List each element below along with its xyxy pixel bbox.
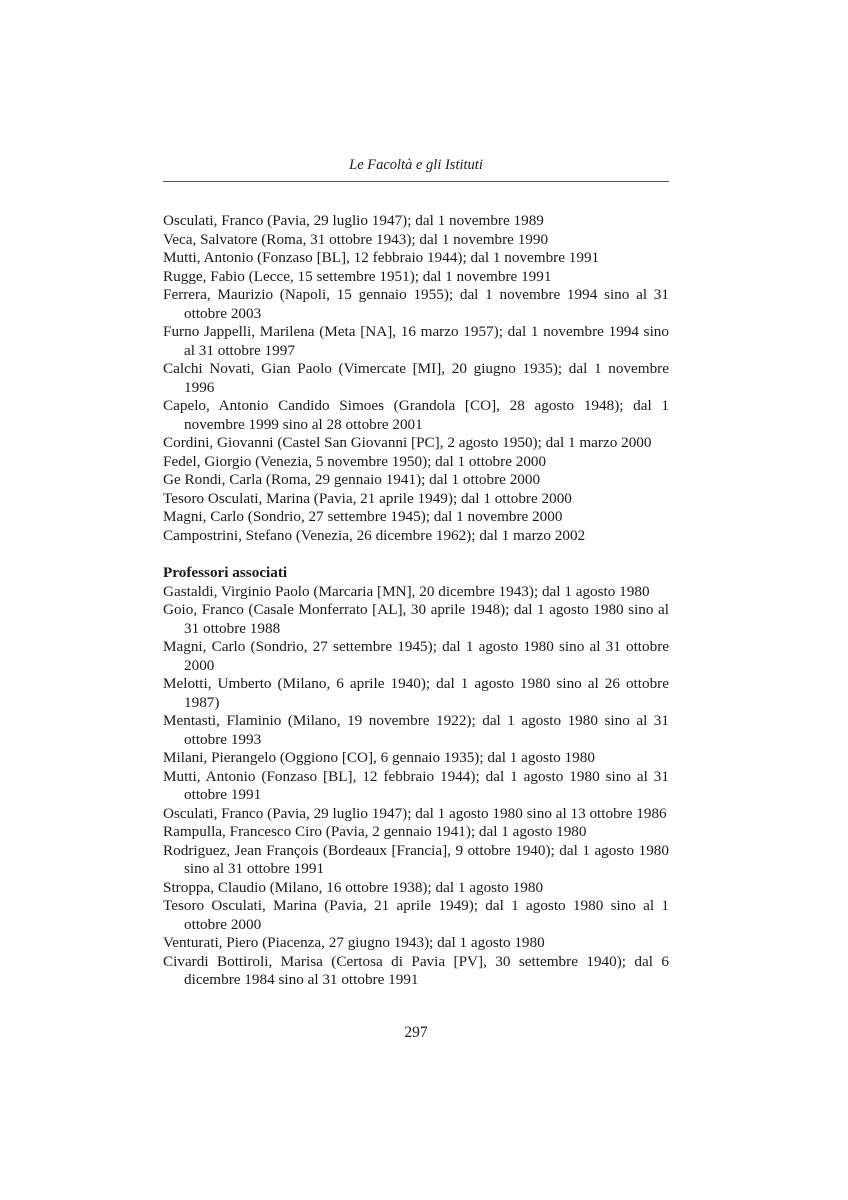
list-item: Stroppa, Claudio (Milano, 16 ottobre 1938); dal 1 agosto 1980 [163, 878, 544, 896]
list-item: Tesoro Osculati, Marina (Pavia, 21 aprile 1949); dal 1 ottobre 2000 [163, 489, 572, 507]
list-item: Goio, Franco (Casale Monferrato [AL], 30 aprile 1948); dal 1 agosto 1980 sino al 31 ottobre 1988 [163, 601, 669, 637]
list-item: Furno Jappelli, Marilena (Meta [NA], 16 marzo 1957); dal 1 novembre 1994 sino al 31 ottobre 1997 [163, 323, 669, 359]
list-item: Ferrera, Maurizio (Napoli, 15 gennaio 1955); dal 1 novembre 1994 sino al 31 ottobre 2003 [163, 286, 669, 322]
section-heading-professori-associati: Professori associati [163, 564, 288, 581]
list-item: Cordini, Giovanni (Castel San Giovanni [PC], 2 agosto 1950); dal 1 marzo 2000 [163, 434, 652, 451]
list-item: Rampulla, Francesco Ciro (Pavia, 2 gennaio 1941); dal 1 agosto 1980 [163, 823, 587, 840]
list-professori-associati [163, 583, 669, 990]
list-item: Veca, Salvatore (Roma, 31 ottobre 1943); dal 1 novembre 1990 [163, 230, 549, 248]
list-item: Civardi Bottiroli, Marisa (Certosa di Pavia [PV], 30 settembre 1940); dal 6 dicembre 1984 sino al 31 ottobre 1991 [163, 952, 669, 988]
list-item: Fedel, Giorgio (Venezia, 5 novembre 1950); dal 1 ottobre 2000 [163, 452, 547, 470]
header-rule [163, 181, 669, 182]
list-item: Rugge, Fabio (Lecce, 15 settembre 1951); dal 1 novembre 1991 [163, 267, 552, 285]
list-item: Milani, Pierangelo (Oggiono [CO], 6 gennaio 1935); dal 1 agosto 1980 [163, 749, 595, 766]
list-item: Osculati, Franco (Pavia, 29 luglio 1947); dal 1 agosto 1980 sino al 13 ottobre 1986 [163, 804, 667, 822]
list-item: Calchi Novati, Gian Paolo (Vimercate [MI], 20 giugno 1935); dal 1 novembre 1996 [163, 360, 669, 396]
list-item: Rodriguez, Jean François (Bordeaux [Francia], 9 ottobre 1940); dal 1 agosto 1980 sino al 31 ottobre 1991 [163, 841, 669, 877]
list-item: Mutti, Antonio (Fonzaso [BL], 12 febbraio 1944); dal 1 agosto 1980 sino al 31 ottobre 1991 [163, 767, 669, 803]
list-item: Campostrini, Stefano (Venezia, 26 dicembre 1962); dal 1 marzo 2002 [163, 526, 586, 544]
list-item: Gastaldi, Virginio Paolo (Marcaria [MN], 20 dicembre 1943); dal 1 agosto 1980 [163, 582, 650, 600]
running-title: Le Facoltà e gli Istituti [349, 157, 483, 173]
page-number: 297 [404, 1024, 428, 1041]
list-item: Ge Rondi, Carla (Roma, 29 gennaio 1941); dal 1 ottobre 2000 [163, 471, 541, 488]
list-item: Magni, Carlo (Sondrio, 27 settembre 1945); dal 1 novembre 2000 [163, 508, 563, 525]
list-item: Tesoro Osculati, Marina (Pavia, 21 aprile 1949); dal 1 agosto 1980 sino al 1 ottobre 2000 [163, 897, 669, 933]
page-body [163, 212, 669, 990]
list-item: Mentasti, Flaminio (Milano, 19 novembre 1922); dal 1 agosto 1980 sino al 31 ottobre 1993 [163, 712, 669, 748]
list-item: Mutti, Antonio (Fonzaso [BL], 12 febbraio 1944); dal 1 novembre 1991 [163, 249, 600, 266]
list-item: Melotti, Umberto (Milano, 6 aprile 1940); dal 1 agosto 1980 sino al 26 ottobre 1987) [163, 675, 669, 711]
list-item: Venturati, Piero (Piacenza, 27 giugno 1943); dal 1 agosto 1980 [163, 934, 545, 951]
list-item: Magni, Carlo (Sondrio, 27 settembre 1945); dal 1 agosto 1980 sino al 31 ottobre 2000 [163, 638, 669, 674]
list-professori-continued [163, 212, 669, 545]
list-item: Osculati, Franco (Pavia, 29 luglio 1947); dal 1 novembre 1989 [163, 212, 544, 229]
list-item: Capelo, Antonio Candido Simoes (Grandola [CO], 28 agosto 1948); dal 1 novembre 1999 sino al 28 ottobre 2001 [163, 397, 669, 433]
